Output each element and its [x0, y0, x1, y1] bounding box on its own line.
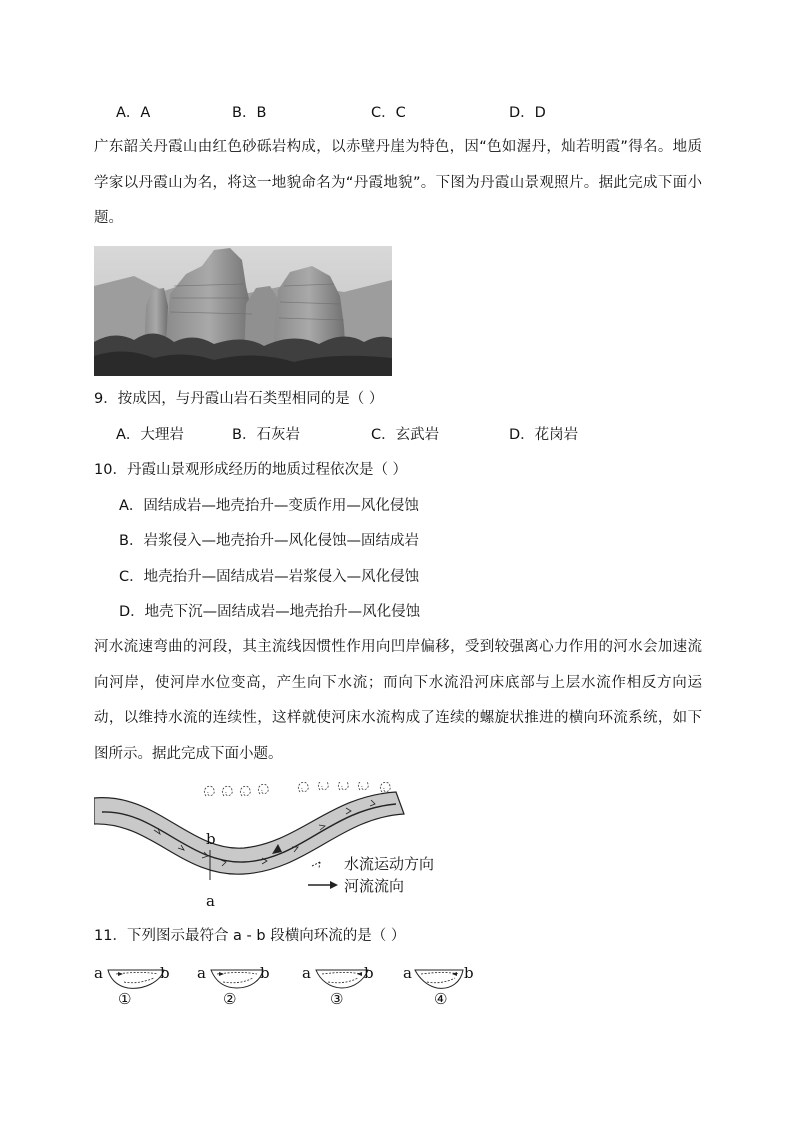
q8-option-c: C．C: [371, 105, 406, 121]
q10-option-d: D．地壳下沉—固结成岩—地壳抬升—风化侵蚀: [119, 604, 421, 620]
q9-option-c: C．玄武岩: [371, 427, 440, 443]
xsec-4-label-b: b: [464, 964, 474, 982]
legend-water-flow: 水流运动方向: [344, 855, 435, 873]
intro-danxia: 广东韶关丹霞山由红色砂砾岩构成，以赤壁丹崖为特色，因“色如渥丹，灿若明霞”得名。地质学家以丹霞山为名，将这一地貌命名为“丹霞地貌”。下图为丹霞山景观照片。据此完成下面小题。: [94, 139, 702, 226]
river-bend-illustration: [94, 782, 474, 912]
q10-stem: 10．丹霞山景观形成经历的地质过程依次是（ ）: [94, 462, 408, 478]
xsec-1-label-b: b: [160, 964, 170, 982]
xsec-4-number: ④: [434, 990, 448, 1008]
xsec-3-number: ③: [330, 990, 344, 1008]
xsec-2-label-a: a: [197, 964, 206, 982]
xsec-1-number: ①: [118, 990, 132, 1008]
q10-option-b: B．岩浆侵入—地壳抬升—风化侵蚀—固结成岩: [119, 533, 419, 549]
legend-river-direction: 河流流向: [344, 877, 405, 895]
q10-option-a: A．固结成岩—地壳抬升—变质作用—风化侵蚀: [119, 498, 419, 514]
q8-option-b: B．B: [232, 105, 267, 121]
xsec-2-number: ②: [223, 990, 237, 1008]
q9-option-a: A．大理岩: [116, 427, 184, 443]
danxia-photo: [94, 246, 392, 376]
q11-stem: 11．下列图示最符合 a - b 段横向环流的是（ ）: [94, 928, 406, 944]
diagram-label-a: a: [206, 892, 215, 910]
danxia-rock-illustration: [94, 246, 392, 376]
q8-option-d: D．D: [509, 105, 546, 121]
xsec-1-label-a: a: [94, 964, 103, 982]
q8-option-a: A．A: [116, 105, 151, 121]
xsec-2-label-b: b: [260, 964, 270, 982]
intro-river: 河水流速弯曲的河段，其主流线因惯性作用向凹岸偏移，受到较强离心力作用的河水会加速流向河岸，使河岸水位变高，产生向下水流；而向下水流沿河床底部与上层水流作相反方向运动，以维持水流的连续性，这样就使河床水流构成了连续的螺旋状推进的横向环流系统，如下图所示。据此完成下面小题。: [94, 639, 702, 762]
xsec-4-label-a: a: [403, 964, 412, 982]
xsec-3-label-a: a: [302, 964, 311, 982]
q9-option-b: B．石灰岩: [232, 427, 300, 443]
q9-option-d: D．花岗岩: [509, 427, 579, 443]
xsec-3-label-b: b: [364, 964, 374, 982]
diagram-label-b: b: [206, 830, 216, 848]
river-circulation-diagram: [94, 782, 474, 912]
q9-stem: 9．按成因，与丹霞山岩石类型相同的是（ ）: [94, 391, 384, 407]
q10-option-c: C．地壳抬升—固结成岩—岩浆侵入—风化侵蚀: [119, 569, 420, 585]
